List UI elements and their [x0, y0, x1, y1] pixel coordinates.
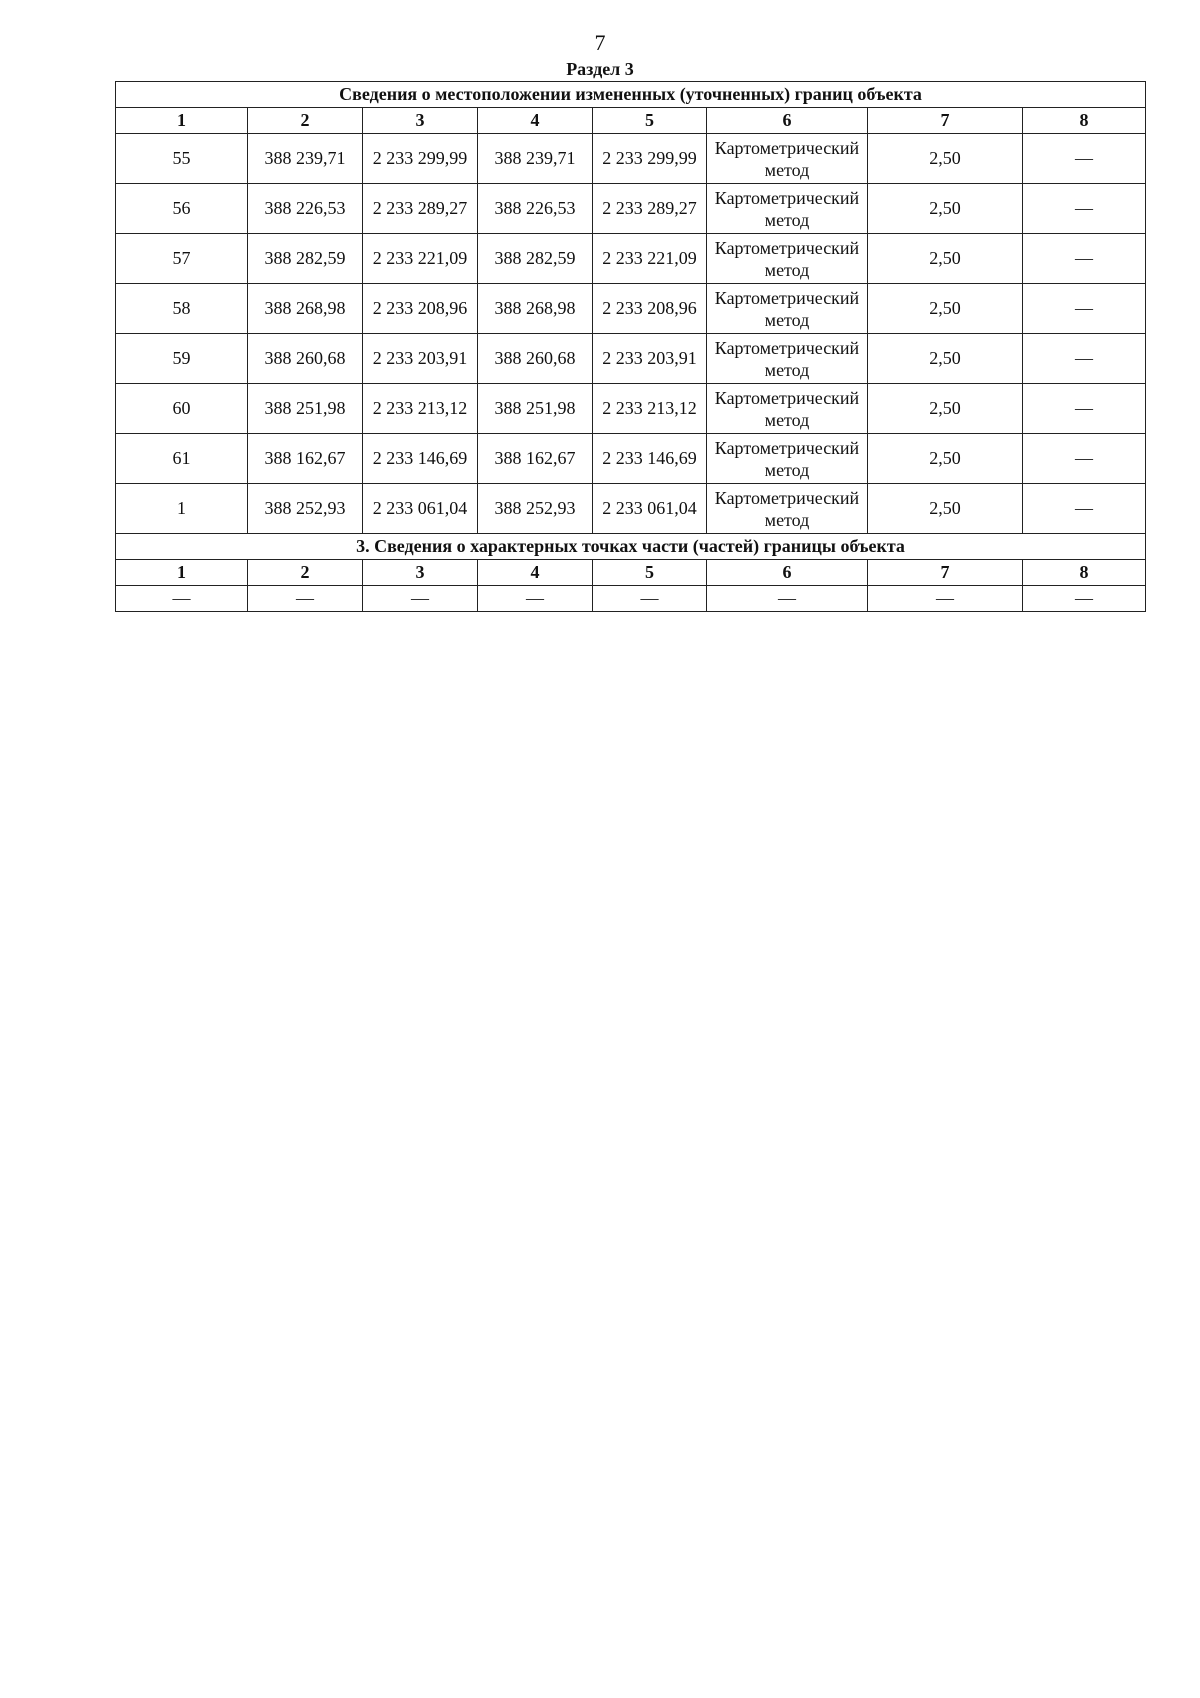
column-header: 3	[363, 560, 478, 586]
table1-caption-row	[116, 82, 1146, 108]
table-cell: 59	[116, 334, 248, 384]
table-row	[116, 284, 1146, 334]
column-header: 8	[1023, 560, 1146, 586]
table-cell: 2 233 208,96	[593, 284, 707, 334]
column-header: 2	[248, 108, 363, 134]
boundary-table	[115, 81, 1146, 612]
table-cell: —	[478, 586, 593, 612]
table-cell: 2 233 299,99	[593, 134, 707, 184]
column-header: 3	[363, 108, 478, 134]
table-cell: 2 233 221,09	[363, 234, 478, 284]
table-cell: Картометрический метод	[707, 484, 868, 534]
table-cell: 2 233 146,69	[363, 434, 478, 484]
table-caption: 3. Сведения о характерных точках части (частей) границы объекта	[116, 534, 1146, 560]
column-header: 1	[116, 560, 248, 586]
table-cell: 2,50	[868, 434, 1023, 484]
table-cell: 388 282,59	[478, 234, 593, 284]
column-header: 6	[707, 560, 868, 586]
column-header: 5	[593, 560, 707, 586]
table-cell: 2 233 203,91	[593, 334, 707, 384]
table-cell: 388 260,68	[248, 334, 363, 384]
table-cell: —	[363, 586, 478, 612]
table-cell: 2 233 061,04	[363, 484, 478, 534]
table-cell: 2,50	[868, 284, 1023, 334]
table-row	[116, 586, 1146, 612]
column-header: 7	[868, 560, 1023, 586]
table-cell: 388 162,67	[478, 434, 593, 484]
table-cell: 388 251,98	[248, 384, 363, 434]
table-cell: 388 268,98	[478, 284, 593, 334]
column-header: 6	[707, 108, 868, 134]
table-cell: 61	[116, 434, 248, 484]
table-cell: —	[1023, 134, 1146, 184]
table-caption: Сведения о местоположении измененных (уточненных) границ объекта	[116, 82, 1146, 108]
section-title: Раздел 3	[566, 59, 634, 79]
table2-caption-row	[116, 534, 1146, 560]
page-number: 7	[594, 30, 606, 55]
table-cell: 388 268,98	[248, 284, 363, 334]
table-row	[116, 484, 1146, 534]
table-cell: 58	[116, 284, 248, 334]
table-row	[116, 234, 1146, 284]
table-row	[116, 184, 1146, 234]
table-cell: —	[1023, 484, 1146, 534]
table-cell: —	[1023, 184, 1146, 234]
table-cell: 388 252,93	[478, 484, 593, 534]
column-header: 4	[478, 108, 593, 134]
table-cell: 56	[116, 184, 248, 234]
table-cell: Картометрический метод	[707, 284, 868, 334]
table-cell: 2 233 146,69	[593, 434, 707, 484]
table-cell: 57	[116, 234, 248, 284]
table-row	[116, 384, 1146, 434]
table-cell: Картометрический метод	[707, 184, 868, 234]
table-cell: Картометрический метод	[707, 434, 868, 484]
table-cell: —	[707, 586, 868, 612]
table-cell: 2,50	[868, 484, 1023, 534]
table-cell: 2,50	[868, 234, 1023, 284]
table-cell: 388 226,53	[248, 184, 363, 234]
table-cell: 388 226,53	[478, 184, 593, 234]
table-cell: 2 233 299,99	[363, 134, 478, 184]
table-cell: Картометрический метод	[707, 334, 868, 384]
table-cell: 2,50	[868, 334, 1023, 384]
table-cell: —	[116, 586, 248, 612]
table-cell: —	[868, 586, 1023, 612]
column-header: 1	[116, 108, 248, 134]
column-header: 8	[1023, 108, 1146, 134]
table-cell: 2,50	[868, 134, 1023, 184]
table-cell: 60	[116, 384, 248, 434]
column-header: 2	[248, 560, 363, 586]
table-row	[116, 334, 1146, 384]
table-cell: 388 282,59	[248, 234, 363, 284]
table-cell: 2 233 213,12	[593, 384, 707, 434]
table-cell: Картометрический метод	[707, 234, 868, 284]
table-cell: 2 233 208,96	[363, 284, 478, 334]
table-cell: 2 233 221,09	[593, 234, 707, 284]
table-cell: —	[593, 586, 707, 612]
table-cell: —	[1023, 334, 1146, 384]
table-cell: —	[1023, 234, 1146, 284]
table-cell: 388 252,93	[248, 484, 363, 534]
table-cell: 2 233 289,27	[363, 184, 478, 234]
column-header: 4	[478, 560, 593, 586]
table-cell: —	[1023, 586, 1146, 612]
table-cell: Картометрический метод	[707, 384, 868, 434]
table1-header-row	[116, 108, 1146, 134]
table2-header-row	[116, 560, 1146, 586]
table-cell: 2 233 289,27	[593, 184, 707, 234]
table-cell: 2 233 203,91	[363, 334, 478, 384]
table-cell: 388 239,71	[248, 134, 363, 184]
table-cell: 388 162,67	[248, 434, 363, 484]
table-cell: —	[1023, 434, 1146, 484]
table-cell: 2 233 213,12	[363, 384, 478, 434]
table-cell: 388 260,68	[478, 334, 593, 384]
table-cell: 388 251,98	[478, 384, 593, 434]
table-cell: —	[1023, 384, 1146, 434]
table-cell: 2,50	[868, 384, 1023, 434]
table-cell: 388 239,71	[478, 134, 593, 184]
table-cell: —	[248, 586, 363, 612]
table-cell: 2,50	[868, 184, 1023, 234]
column-header: 5	[593, 108, 707, 134]
table-cell: Картометрический метод	[707, 134, 868, 184]
table-row	[116, 134, 1146, 184]
table-row	[116, 434, 1146, 484]
table-cell: —	[1023, 284, 1146, 334]
table-cell: 2 233 061,04	[593, 484, 707, 534]
table-cell: 55	[116, 134, 248, 184]
table-cell: 1	[116, 484, 248, 534]
column-header: 7	[868, 108, 1023, 134]
